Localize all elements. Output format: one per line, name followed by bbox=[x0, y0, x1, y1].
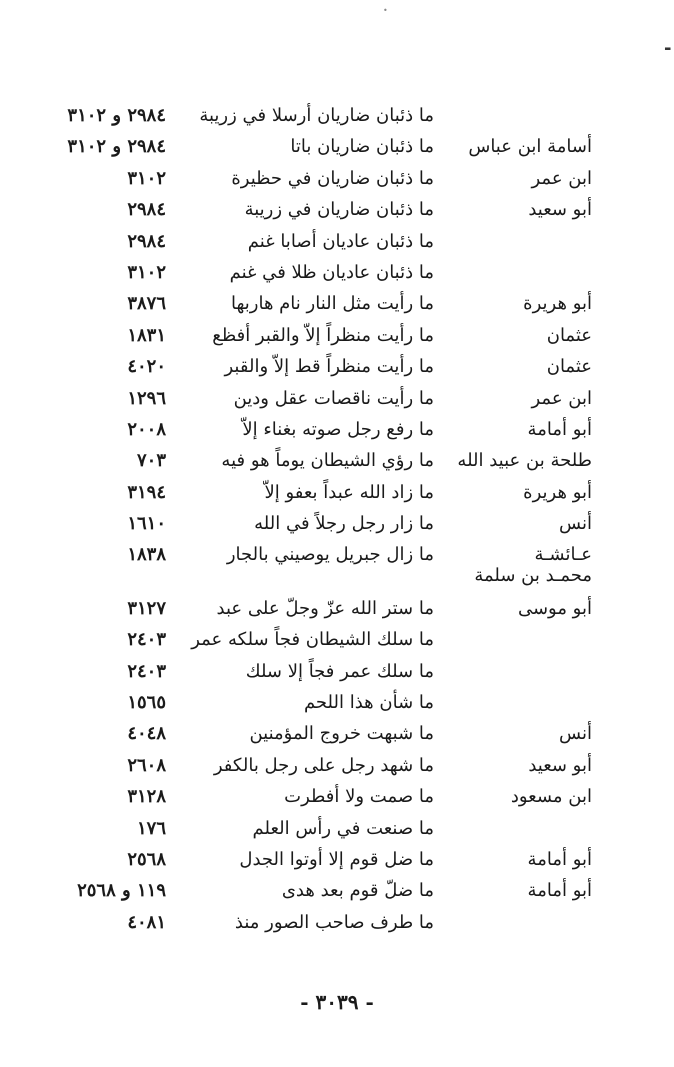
index-row bbox=[0, 656, 674, 687]
index-row bbox=[0, 564, 674, 593]
index-row bbox=[0, 445, 674, 476]
index-row bbox=[0, 163, 674, 194]
hadith-number: ٣١٩٤ bbox=[127, 481, 166, 503]
narrator-name: طلحة بن عبيد الله bbox=[457, 450, 592, 472]
hadith-opening: ما رفع رجل صوته بغناء إلاّ bbox=[242, 418, 434, 440]
hadith-opening: ما زاد الله عبداً بعفو إلاّ bbox=[264, 481, 434, 503]
hadith-number: ١٨٣٨ bbox=[127, 544, 166, 566]
index-row bbox=[0, 907, 674, 938]
index-row bbox=[0, 320, 674, 351]
hadith-opening: ما ذئبان ضاريان أرسلا في زريبة bbox=[199, 105, 434, 126]
index-row bbox=[0, 226, 674, 257]
hadith-number: ٣١٠٢ bbox=[127, 167, 166, 189]
hadith-number: ٣١٢٧ bbox=[127, 597, 166, 619]
hadith-opening: ما رؤي الشيطان يوماً هو فيه bbox=[221, 450, 434, 472]
hadith-opening: ما زال جبريل يوصيني بالجار bbox=[226, 544, 434, 566]
narrator-name: ابن عمر bbox=[531, 167, 592, 189]
index-row bbox=[0, 131, 674, 162]
hadith-number: ٣١٢٨ bbox=[127, 786, 166, 808]
hadith-opening: ما رأيت منظراً قط إلاّ والقبر bbox=[224, 356, 434, 378]
hadith-number: ٢٩٨٤ و ٣١٠٢ bbox=[67, 105, 166, 126]
hadith-number: ٢٩٨٤ bbox=[127, 199, 166, 221]
hadith-number: ٧٠٣ bbox=[136, 450, 166, 472]
index-row bbox=[0, 875, 674, 906]
hadith-number: ٢٦٠٨ bbox=[127, 754, 166, 776]
hadith-number: ١٧٦ bbox=[136, 817, 166, 839]
hadith-number: ١٨٣١ bbox=[127, 324, 166, 346]
hadith-index-list bbox=[0, 100, 674, 938]
hadith-number: ٢٩٨٤ bbox=[127, 230, 166, 252]
hadith-opening: ما ضل قوم إلا أوتوا الجدل bbox=[239, 848, 434, 870]
narrator-name: أبو هريرة bbox=[523, 293, 592, 315]
narrator-name: أسامة ابن عباس bbox=[468, 136, 592, 158]
hadith-opening: ما رأيت منظراً إلاّ والقبر أفظع bbox=[212, 324, 434, 346]
index-row bbox=[0, 844, 674, 875]
narrator-name: أبو أمامة bbox=[527, 848, 592, 870]
hadith-number: ٣٨٧٦ bbox=[127, 293, 166, 315]
index-row bbox=[0, 750, 674, 781]
hadith-number: ٤٠٤٨ bbox=[127, 723, 166, 745]
hadith-opening: ما سلك الشيطان فجاً سلكه عمر bbox=[191, 629, 434, 651]
hadith-opening: ما ستر الله عزّ وجلّ على عبد bbox=[216, 597, 434, 619]
hadith-opening: ما شبهت خروج المؤمنين bbox=[249, 723, 434, 745]
hadith-number: ١١٩ و ٢٥٦٨ bbox=[77, 880, 166, 902]
hadith-opening: ما شهد رجل على رجل بالكفر bbox=[213, 754, 434, 776]
index-row bbox=[0, 100, 674, 131]
index-row bbox=[0, 781, 674, 812]
index-row bbox=[0, 508, 674, 539]
hadith-number: ١٥٦٥ bbox=[127, 692, 166, 714]
index-row bbox=[0, 687, 674, 718]
hadith-opening: ما رأيت ناقصات عقل ودين bbox=[233, 387, 434, 409]
hadith-number: ٢٤٠٣ bbox=[127, 629, 166, 651]
page-speck: • bbox=[383, 6, 388, 15]
hadith-number: ٢٥٦٨ bbox=[127, 848, 166, 870]
index-row bbox=[0, 351, 674, 382]
narrator-name: ابن مسعود bbox=[510, 786, 592, 808]
narrator-name: أبو سعيد bbox=[528, 199, 592, 221]
hadith-number: ٢٤٠٣ bbox=[127, 660, 166, 682]
hadith-number: ٤٠٨١ bbox=[127, 911, 166, 933]
hadith-number: ١٦١٠ bbox=[127, 513, 166, 535]
narrator-name: أبو هريرة bbox=[523, 481, 592, 503]
page-number: - ٣٠٣٩ - bbox=[300, 990, 374, 1014]
hadith-opening: ما ذئبان ضاريان في حظيرة bbox=[231, 167, 434, 189]
index-row bbox=[0, 593, 674, 624]
hadith-number: ٣١٠٢ bbox=[127, 261, 166, 283]
hadith-number: ٤٠٢٠ bbox=[127, 356, 166, 378]
narrator-name: أبو موسى bbox=[517, 597, 592, 619]
hadith-opening: ما زار رجل رجلاً في الله bbox=[254, 513, 434, 535]
index-row bbox=[0, 288, 674, 319]
narrator-name: محمـد بن سلمة bbox=[474, 564, 592, 586]
narrator-name: عثمان bbox=[546, 324, 592, 346]
hadith-opening: ما ضلّ قوم بعد هدى bbox=[281, 880, 434, 902]
narrator-name: أبو أمامة bbox=[527, 418, 592, 440]
index-row bbox=[0, 718, 674, 749]
index-row bbox=[0, 383, 674, 414]
hadith-opening: ما ذئبان عاديان ظلا في غنم bbox=[229, 261, 434, 283]
index-row bbox=[0, 477, 674, 508]
narrator-name: أبو أمامة bbox=[527, 880, 592, 902]
index-row bbox=[0, 194, 674, 225]
index-row bbox=[0, 257, 674, 288]
hadith-number: ١٢٩٦ bbox=[127, 387, 166, 409]
hadith-opening: ما ذئبان ضاريان باتا bbox=[290, 136, 434, 158]
hadith-opening: ما شأن هذا اللحم bbox=[303, 692, 434, 714]
narrator-name: ابن عمر bbox=[531, 387, 592, 409]
narrator-name: أنس bbox=[559, 513, 592, 535]
hadith-opening: ما طرف صاحب الصور منذ bbox=[234, 911, 434, 933]
page-corner-dash: - bbox=[664, 38, 672, 59]
narrator-name: أبو سعيد bbox=[528, 754, 592, 776]
index-row bbox=[0, 624, 674, 655]
hadith-opening: ما ذئبان عاديان أصابا غنم bbox=[247, 230, 434, 252]
narrator-name: عثمان bbox=[546, 356, 592, 378]
hadith-opening: ما صنعت في رأس العلم bbox=[252, 817, 434, 839]
hadith-opening: ما رأيت مثل النار نام هاربها bbox=[230, 293, 434, 315]
hadith-number: ٢٩٨٤ و ٣١٠٢ bbox=[67, 136, 166, 158]
hadith-number: ٢٠٠٨ bbox=[127, 418, 166, 440]
index-row bbox=[0, 414, 674, 445]
hadith-opening: ما سلك عمر فجاً إلا سلك bbox=[245, 660, 434, 682]
index-row bbox=[0, 813, 674, 844]
hadith-opening: ما ذئبان ضاريان في زريبة bbox=[244, 199, 434, 221]
hadith-opening: ما صمت ولا أفطرت bbox=[284, 786, 434, 808]
narrator-name: أنس bbox=[559, 723, 592, 745]
narrator-name: عـائشـة bbox=[534, 544, 592, 566]
